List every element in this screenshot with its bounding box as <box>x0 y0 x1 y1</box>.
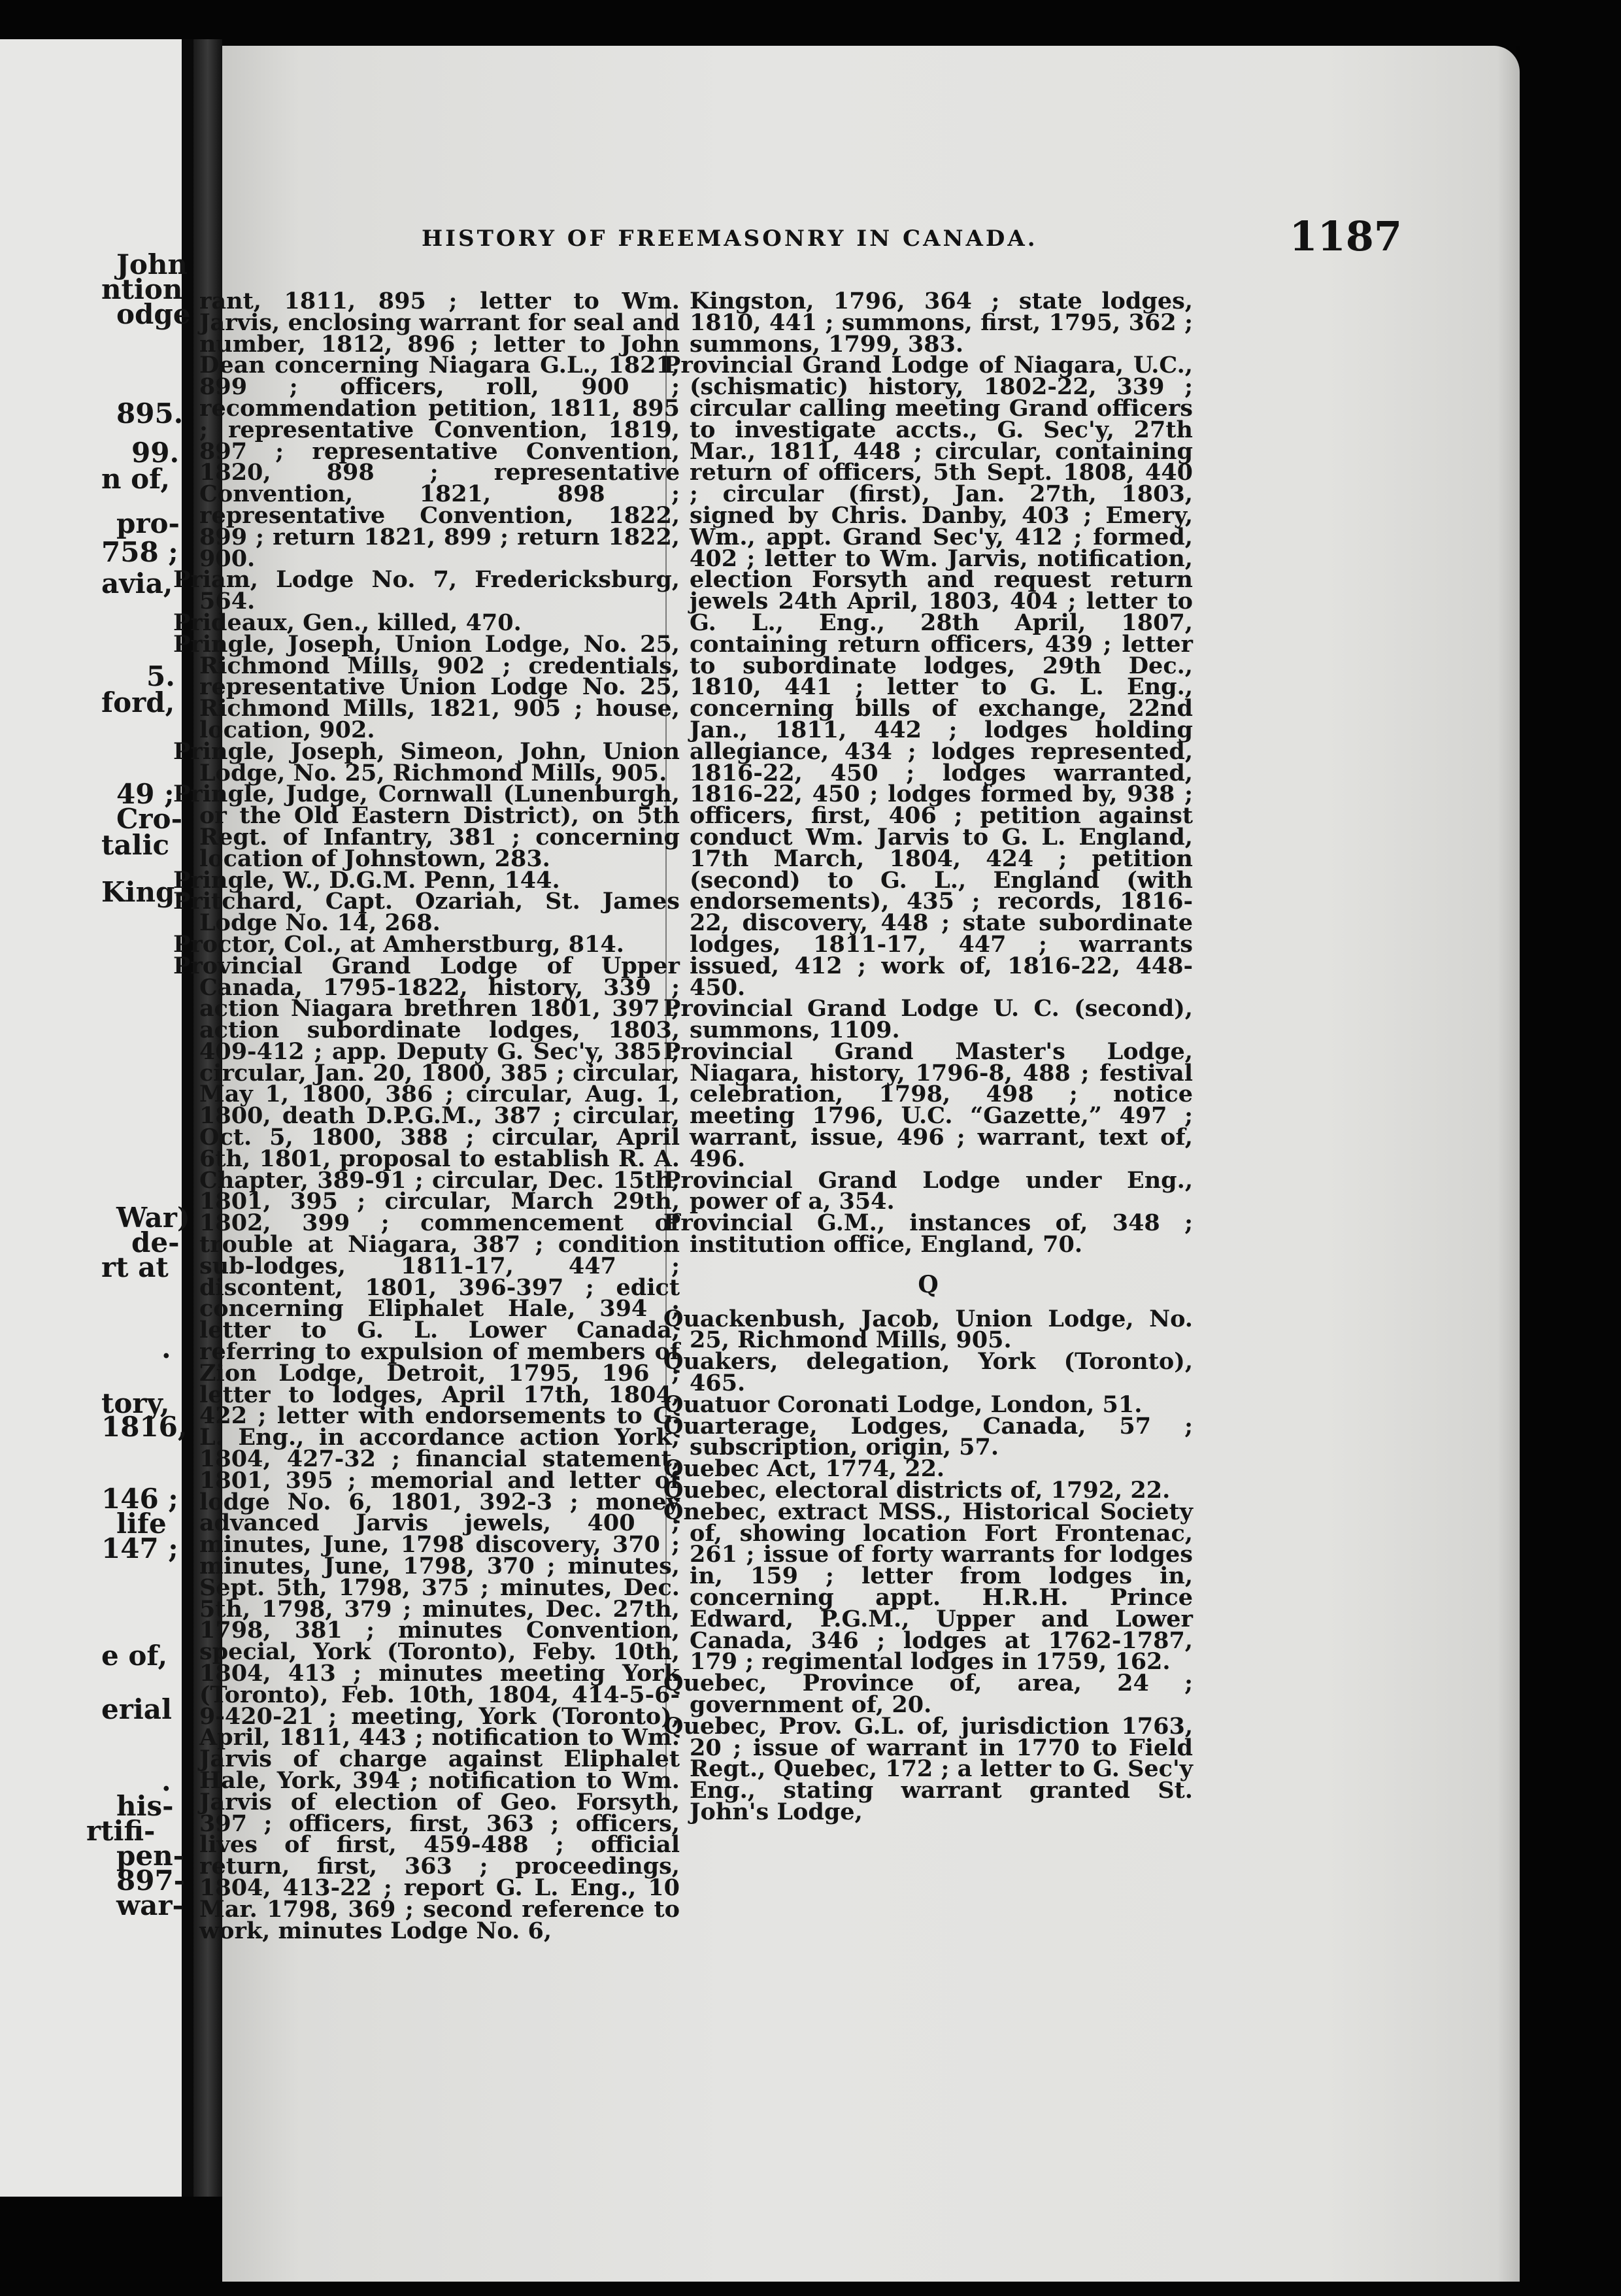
left-page-fragment: odge <box>116 298 191 330</box>
index-entry: Provincial Grand Master's Lodge, Niagara, history, 1796-8, 488 ; festival celebration, 1798, 498 ; notice meeting 1796, U.C. “Gazette,” 497 ; warrant, issue, 496 ; warrant, text of, 496. <box>663 1038 1193 1172</box>
index-entry-continuation: rant, 1811, 895 ; letter to Wm. Jarvis, enclosing warrant for seal and number, 1812, 896 ; letter to John Dean concerning Niagara G.L., 1821, 899 ; officers, roll, 900 ; recommendation petition, 1811, 895 ; representative Convention, 1819, 897 ; representative Convention, 1820, 898 ; representative Convention, 1821, 898 ; representative Convention, 1822, 899 ; return 1821, 899 ; return 1822, 900. <box>199 288 680 572</box>
left-page-fragment: pen- <box>116 1840 185 1872</box>
index-entry: Pringle, Joseph, Simeon, John, Union Lodge, No. 25, Richmond Mills, 905. <box>173 737 680 786</box>
index-entry: Pringle, Joseph, Union Lodge, No. 25, Richmond Mills, 902 ; credentials, representative Union Lodge No. 25, Richmond Mills, 1821, 905 ; house, location, 902. <box>173 630 680 743</box>
left-page-fragment: 99. <box>131 437 180 469</box>
left-page-fragment: 895. <box>116 397 184 430</box>
left-page-fragment: avia, <box>101 567 173 599</box>
left-page-fragment: Cro- <box>116 803 183 835</box>
index-entry: Provincial Grand Lodge under Eng., power of a, 354. <box>663 1166 1193 1215</box>
left-page-fragment: 1816, <box>101 1411 188 1443</box>
index-column-right <box>663 288 1193 1825</box>
left-page-fragment: n of, <box>101 463 170 495</box>
left-page-fragment: 147 ; <box>101 1532 178 1564</box>
index-entry: Quakers, delegation, York (Toronto), 465. <box>663 1348 1193 1397</box>
index-column-left <box>173 288 680 1944</box>
left-page-fragment: . <box>161 1765 171 1797</box>
index-entry: Quebec, Prov. G.L. of, jurisdiction 1763, 20 ; issue of warrant in 1770 to Field Regt., Quebec, 172 ; a letter to G. Sec'y Eng., stating warrant granted St. John's Lodge, <box>663 1712 1193 1825</box>
index-entry: Quebec, electoral districts of, 1792, 22. <box>663 1477 1171 1504</box>
index-entry: Pringle, W., D.G.M. Penn, 144. <box>173 866 560 894</box>
page-number: 1187 <box>1289 212 1402 260</box>
index-entry: Provincial Grand Lodge of Upper Canada, 1795-1822, history, 339 ; action Niagara brethren 1801, 397 ; action subordinate lodges, 1803, 409-412 ; app. Deputy G. Sec'y, 385 ; circular, Jan. 20, 1800, 385 ; circular, May 1, 1800, 386 ; circular, Aug. 1, 1800, death D.P.G.M., 387 ; circular, Oct. 5, 1800, 388 ; circular, April 6th, 1801, proposal to establish R. A. Chapter, 389-91 ; circular, Dec. 15th, 1801, 395 ; circular, March 29th, 1802, 399 ; commencement of trouble at Niagara, 387 ; condition sub-lodges, 1811-17, 447 ; discontent, 1801, 396-397 ; edict concerning Eliphalet Hale, 394 ; letter to G. L. Lower Canada, referring to expulsion of members of Zion Lodge, Detroit, 1795, 196 ; letter to lodges, April 17th, 1804, 422 ; letter with endorsements to G. L. Eng., in accordance action York, 1804, 427-32 ; financial statement, 1801, 395 ; memorial and letter of lodge No. 6, 1801, 392-3 ; money advanced Jarvis jewels, 400 ; minutes, June, 1798 discovery, 370 ; minutes, June, 1798, 370 ; minutes, Sept. 5th, 1798, 375 ; minutes, Dec. 5th, 1798, 379 ; minutes, Dec. 27th, 1798, 381 ; minutes Convention, special, York (Toronto), Feby. 10th, 1804, 413 ; minutes meeting York (Toronto), Feb. 10th, 1804, 414-5-6-9-420-21 ; meeting, York (Toronto), April, 1811, 443 ; notification to Wm. Jarvis of charge against Eliphalet Hale, York, 394 ; notification to Wm. Jarvis of election of Geo. Forsyth, 397 ; officers, first, 363 ; officers, lives of first, 459-488 ; official return, first, 363 ; proceedings, 1804, 413-22 ; report G. L. Eng., 10 Mar. 1798, 369 ; second reference to work, minutes Lodge No. 6, <box>173 952 680 1944</box>
index-entry: Provincial G.M., instances of, 348 ; institution office, England, 70. <box>663 1209 1193 1258</box>
index-entry: Quebec Act, 1774, 22. <box>663 1455 945 1483</box>
left-page-fragment: 146 ; <box>101 1483 178 1515</box>
left-page-fragment: tory, <box>101 1387 170 1419</box>
index-entry: Provincial Grand Lodge of Niagara, U.C., (schismatic) history, 1802-22, 339 ; circular calling meeting Grand officers to investigate accts., G. Sec'y, 27th Mar., 1811, 448 ; circular, containing return of officers, 5th Sept. 1808, 440 ; circular (first), Jan. 27th, 1803, signed by Chris. Danby, 403 ; Emery, Wm., appt. Grand Sec'y, 412 ; formed, 402 ; letter to Wm. Jarvis, notification, election Forsyth and request return jewels 24th April, 1803, 404 ; letter to G. L., Eng., 28th April, 1807, containing return officers, 439 ; letter to subordinate lodges, 29th Dec., 1810, 441 ; letter to G. L. Eng., concerning bills of exchange, 22nd Jan., 1811, 442 ; lodges holding allegiance, 434 ; lodges represented, 1816-22, 450 ; lodges warranted, 1816-22, 450 ; lodges formed by, 938 ; officers, first, 406 ; petition against conduct Wm. Jarvis to G. L. England, 17th March, 1804, 424 ; petition (second) to G. L., England (with endorsements), 435 ; records, 1816-22, discovery, 448 ; state subordinate lodges, 1811-17, 447 ; warrants issued, 412 ; work of, 1816-22, 448-450. <box>663 352 1193 1001</box>
left-page-fragment: John <box>116 248 188 280</box>
left-page-fragment: King- <box>101 876 186 908</box>
left-page-fragment: 49 ; <box>116 778 175 810</box>
index-entry: Pritchard, Capt. Ozariah, St. James Lodge No. 14, 268. <box>173 888 680 937</box>
index-entry: Qnebec, extract MSS., Historical Society of, showing location Fort Frontenac, 261 ; issue of forty warrants for lodges in, 159 ; letter from lodges in, concerning appt. H.R.H. Prince Edward, P.G.M., Upper and Lower Canada, 346 ; lodges at 1762-1787, 179 ; regimental lodges in 1759, 162. <box>663 1498 1193 1676</box>
left-page-fragment: war- <box>116 1889 184 1921</box>
left-page-fragment: rtifi- <box>86 1815 156 1847</box>
index-entry: Priam, Lodge No. 7, Fredericksburg, 564. <box>173 566 680 615</box>
left-page-fragment: 758 ; <box>101 536 178 568</box>
left-page-fragment: rt at <box>101 1251 169 1283</box>
left-page-fragment: ntion <box>101 273 183 305</box>
left-page-fragment: pro- <box>116 507 180 539</box>
left-page-fragment: de- <box>131 1226 180 1258</box>
running-head <box>422 212 1402 271</box>
index-entry: Quatuor Coronati Lodge, London, 51. <box>663 1391 1143 1418</box>
left-page-fragment: War) <box>116 1202 190 1234</box>
left-page-fragment: 5. <box>146 660 175 692</box>
left-page-fragment: 897- <box>116 1865 186 1897</box>
left-page-fragment: his- <box>116 1790 174 1822</box>
index-entry: Proctor, Col., at Amherstburg, 814. <box>173 930 624 958</box>
index-entry: Quackenbush, Jacob, Union Lodge, No. 25, Richmond Mills, 905. <box>663 1305 1193 1354</box>
left-page-fragment: e of, <box>101 1640 168 1672</box>
running-head-title: HISTORY OF FREEMASONRY IN CANADA. <box>422 226 1038 252</box>
left-page-fragment: talic <box>101 829 170 861</box>
left-page-fragment: life <box>116 1508 167 1540</box>
left-page-fragment: ford, <box>101 686 175 718</box>
index-entry-continuation: Kingston, 1796, 364 ; state lodges, 1810, 441 ; summons, first, 1795, 362 ; summons, 1799, 383. <box>690 288 1193 358</box>
index-entry: Prideaux, Gen., killed, 470. <box>173 609 522 636</box>
left-page-fragment: . <box>161 1332 171 1364</box>
index-entry: Pringle, Judge, Cornwall (Lunenburgh, or the Old Eastern District), on 5th Regt. of Infantry, 381 ; concerning location of Johnstown, 283. <box>173 781 680 872</box>
index-entry: Provincial Grand Lodge U. C. (second), summons, 1109. <box>663 995 1193 1044</box>
previous-page-fragment <box>0 39 193 2197</box>
left-page-fragment: erial <box>101 1693 172 1725</box>
index-entry: Quarterage, Lodges, Canada, 57 ; subscription, origin, 57. <box>663 1412 1193 1461</box>
page-edge-shadow <box>1497 46 1520 2282</box>
index-entry: Quebec, Province of, area, 24 ; government of, 20. <box>663 1670 1193 1718</box>
section-letter: Q <box>918 1270 939 1298</box>
